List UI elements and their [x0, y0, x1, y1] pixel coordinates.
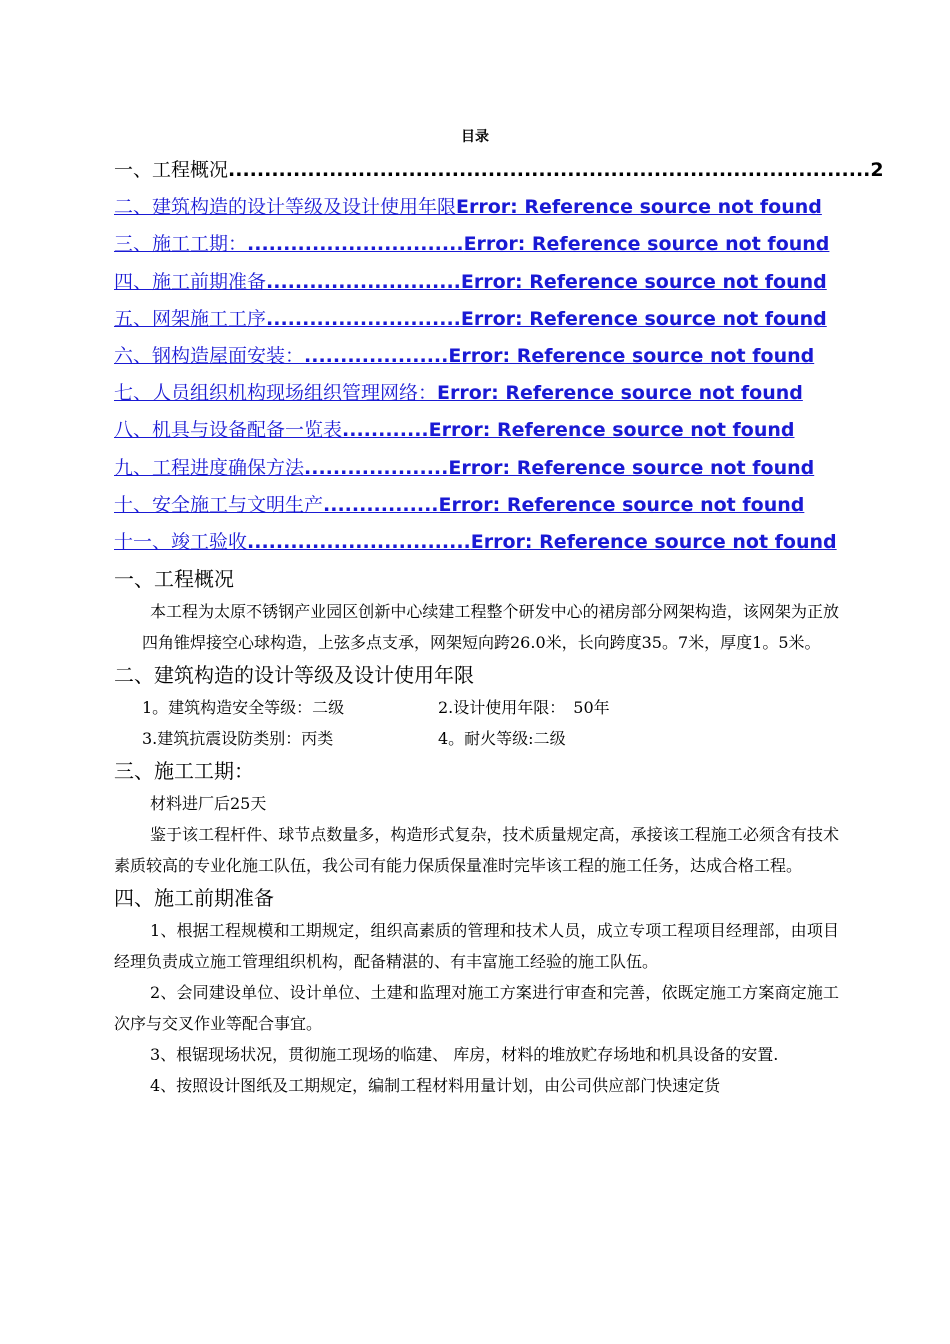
paragraph: 3、根锯现场状况，贯彻施工现场的临建、 库房，材料的堆放贮存场地和机具设备的安置.: [150, 1045, 779, 1064]
document-body: [114, 562, 839, 1101]
toc-entry[interactable]: 十一、竣工验收...............................Error: Reference source not found: [114, 530, 837, 553]
toc-entry[interactable]: 五、网架施工工序...........................Error: Reference source not found: [114, 307, 827, 330]
toc-entry[interactable]: 三、施工工期：..............................Error: Reference source not found: [114, 233, 830, 256]
paragraph: 2、会同建设单位、设计单位、土建和监理对施工方案进行审查和完善，依既定施工方案商定施工次序与交叉作业等配合事宜。: [114, 983, 839, 1033]
toc-entry[interactable]: 四、施工前期准备...........................Error: Reference source not found: [114, 270, 827, 293]
section-heading: 三、施工工期：: [114, 759, 254, 783]
paragraph: 1、根据工程规模和工期规定，组织高素质的管理和技术人员，成立专项工程项目经理部，由项目经理负责成立施工管理组织机构，配备精湛的、有丰富施工经验的施工队伍。: [114, 921, 839, 971]
spec-item: 4。耐火等级:二级: [438, 729, 566, 748]
spec-item: 1。建筑构造安全等级：二级: [142, 698, 345, 717]
table-of-contents: [114, 152, 884, 561]
toc-entry[interactable]: 八、机具与设备配备一览表............Error: Reference source not found: [114, 419, 795, 442]
toc-entry[interactable]: 一、工程概况.........................................................................................2: [114, 159, 884, 181]
toc-entry[interactable]: 九、工程进度确保方法....................Error: Reference source not found: [114, 456, 815, 479]
toc-entry[interactable]: 六、钢构造屋面安装：....................Error: Reference source not found: [114, 344, 815, 367]
section-heading: 一、工程概况: [114, 567, 234, 591]
toc-entry[interactable]: 十、安全施工与文明生产................Error: Reference source not found: [114, 493, 805, 516]
toc-title: 目录: [461, 129, 489, 145]
spec-row: [114, 692, 839, 723]
spec-row: [114, 723, 839, 754]
paragraph: 本工程为太原不锈钢产业园区创新中心续建工程整个研发中心的裙房部分网架构造，该网架为正放四角锥焊接空心球构造，上弦多点支承，网架短向跨26.0米，长向跨度35。7米，厚度1。5米。: [142, 602, 839, 652]
paragraph: 鉴于该工程杆件、球节点数量多，构造形式复杂，技术质量规定高，承接该工程施工必须含有技术素质较高的专业化施工队伍，我公司有能力保质保量准时完毕该工程的施工任务，达成合格工程。: [114, 825, 839, 875]
spec-item: 3.建筑抗震设防类别：丙类: [142, 729, 334, 748]
section-heading: 二、建筑构造的设计等级及设计使用年限: [114, 663, 474, 687]
toc-entry[interactable]: 二、建筑构造的设计等级及设计使用年限Error: Reference source not found: [114, 196, 822, 219]
spec-item: 2.设计使用年限： 50年: [438, 698, 610, 717]
paragraph: 材料进厂后25天: [150, 794, 267, 813]
paragraph: 4、按照设计图纸及工期规定，编制工程材料用量计划，由公司供应部门快速定货: [150, 1076, 721, 1095]
toc-entry[interactable]: 七、人员组织机构现场组织管理网络：Error: Reference source not found: [114, 382, 803, 405]
section-heading: 四、施工前期准备: [114, 886, 274, 910]
